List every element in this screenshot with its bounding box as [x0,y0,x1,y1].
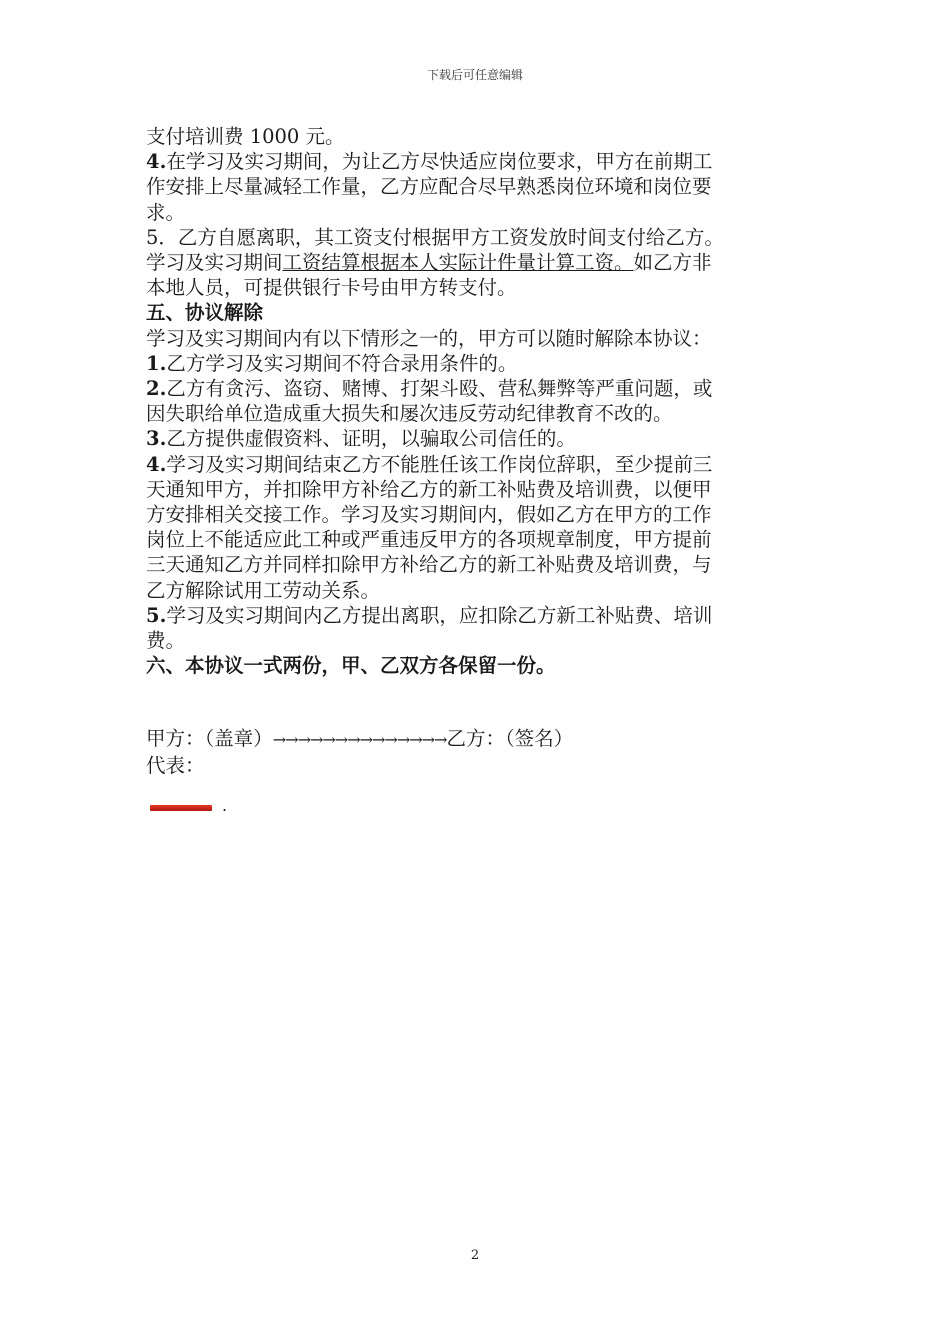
arrow-fill: →→→→→→→→→→→→→→ [272,730,447,750]
text-line [146,250,810,275]
item-text: 乙方学习及实习期间不符合录用条件的。 [166,351,518,375]
text-line [146,426,810,451]
spacer [146,678,810,726]
underlined-text: 工资结算根据本人实际计件量计算工资。 [282,251,634,275]
text-line: 求。 [146,200,186,224]
item-number: 5. [146,603,167,627]
party-b-label: 乙方：（签名） [446,727,574,751]
section-heading-5: 五、协议解除 [146,301,264,325]
item-text: 乙方有贪污、盗窃、赌博、打架斗殴、营私舞弊等严重问题，或 [166,377,713,401]
page-header: 下载后可任意编辑 [426,68,523,82]
text-line: 费。 [146,629,186,653]
text-line: 作安排上尽量减轻工作量，乙方应配合尽早熟悉岗位环境和岗位要 [146,175,712,199]
red-bar-mark [150,805,212,811]
item-text: 学习及实习期间结束乙方不能胜任该工作岗位辞职，至少提前三 [166,452,713,476]
text-line [146,452,810,477]
text-line: 5．乙方自愿离职，其工资支付根据甲方工资发放时间支付给乙方。 [146,225,724,249]
text-line: 方安排相关交接工作。学习及实习期间内，假如乙方在甲方的工作 [146,503,712,527]
item-number: 2. [146,377,167,401]
text-line [146,376,810,401]
text-line: 岗位上不能适应此工种或严重违反甲方的各项规章制度，甲方提前 [146,528,712,552]
text-line [146,351,810,376]
item-text: 在学习及实习期间，为让乙方尽快适应岗位要求，甲方在前期工 [166,150,713,174]
text-line: 三天通知乙方并同样扣除甲方补给乙方的新工补贴费及培训费，与 [146,553,712,577]
text-line: 学习及实习期间内有以下情形之一的，甲方可以随时解除本协议： [146,326,712,350]
text-line: 天通知甲方，并扣除甲方补给乙方的新工补贴费及培训费，以便甲 [146,477,712,501]
item-text: 乙方提供虚假资料、证明，以骗取公司信任的。 [166,427,576,451]
item-number: 3. [146,427,167,451]
text-line: 支付培训费 1000 元。 [146,125,345,148]
text-span: 如乙方非 [633,251,712,275]
document-body [146,124,810,778]
text-line: 本地人员，可提供银行卡号由甲方转支付。 [146,276,517,300]
item-text: 学习及实习期间内乙方提出离职，应扣除乙方新工补贴费、培训 [166,603,713,627]
item-number: 4. [146,150,167,174]
party-a-label: 甲方：（盖章） [146,727,273,751]
signature-line [146,726,810,752]
text-line [146,149,810,174]
representative-label: 代表： [146,753,205,777]
text-line: 乙方解除试用工劳动关系。 [146,578,381,602]
section-heading-6: 六、本协议一式两份，甲、乙双方各保留一份。 [146,654,556,678]
text-line: 因失职给单位造成重大损失和屡次违反劳动纪律教育不改的。 [146,402,673,426]
item-number: 4. [146,452,167,476]
page-number: 2 [470,1248,480,1263]
text-line [146,603,810,628]
text-span: 学习及实习期间 [146,251,283,275]
item-number: 1. [146,351,167,375]
mark-dot: . [222,796,228,815]
